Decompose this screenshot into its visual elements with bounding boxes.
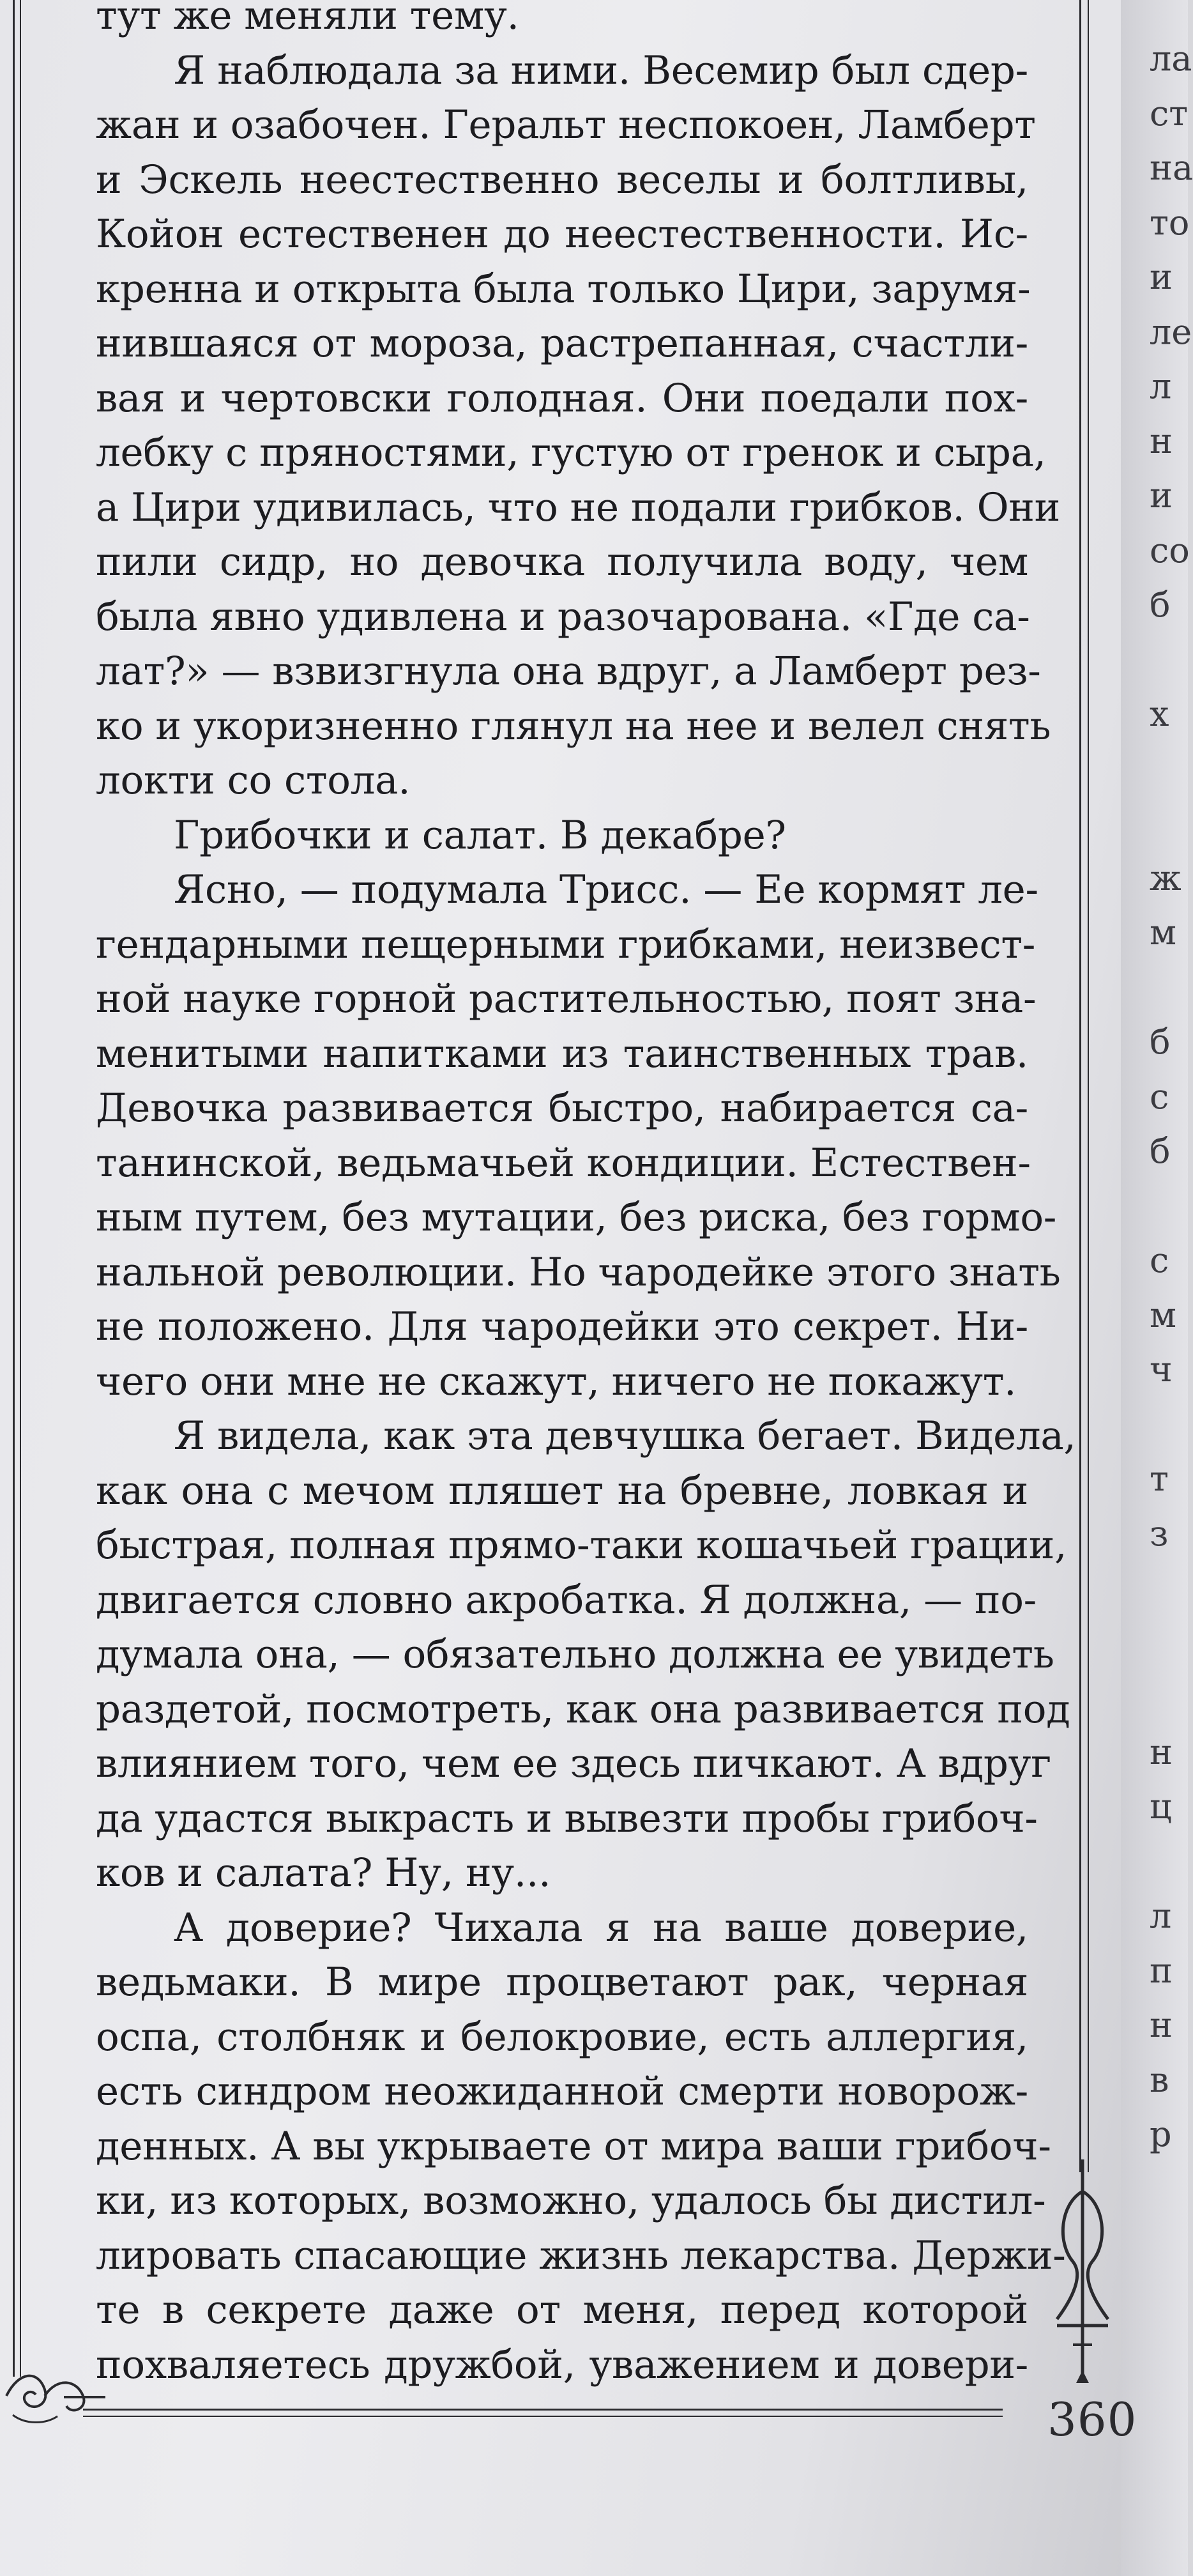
adjacent-page-letter: ла [1150, 38, 1192, 79]
text-line: лат?» — взвизгнула она вдруг, а Ламберт рез- [96, 648, 1041, 694]
adjacent-page-letter: м [1150, 912, 1177, 953]
text-line: нальной революции. Но чародейке этого знать [96, 1249, 1061, 1295]
text-line: гендарными пещерными грибками, неизвест- [96, 921, 1036, 967]
text-line: ным путем, без мутации, без риска, без гормо- [96, 1195, 1057, 1240]
page-number: 360 [1047, 2393, 1137, 2446]
adjacent-page-letter: б [1150, 1131, 1171, 1171]
text-line: ной науке горной растительностью, поят зна- [96, 976, 1037, 1022]
text-line: тут же меняли тему. [96, 0, 519, 38]
text-line: нившаяся от мороза, растрепанная, счастли- [96, 321, 1028, 366]
text-line: а Цири удивилась, что не подали грибков. Они [96, 484, 1061, 530]
text-line: Грибочки и салат. В декабре? [174, 812, 786, 858]
text-line: вая и чертовски голодная. Они поедали пох- [96, 375, 1028, 421]
text-line: ведьмаки. В мире процветают рак, черная [96, 1959, 1028, 2005]
text-line: лебку с пряностями, густую от гренок и сыра, [96, 430, 1046, 475]
adjacent-page-letter: с [1150, 1240, 1169, 1280]
frame-right-border [1079, 0, 1089, 2172]
adjacent-page-letter: ц [1150, 1786, 1172, 1827]
text-line: локти со стола. [96, 758, 411, 803]
text-line: танинской, ведьмачьей кондиции. Естествен- [96, 1140, 1031, 1186]
adjacent-page-letter: и [1150, 475, 1173, 516]
adjacent-page-letter: з [1150, 1513, 1169, 1554]
text-line: жан и озабочен. Геральт неспокоен, Ламберт [96, 102, 1036, 148]
adjacent-page-letter: и [1150, 257, 1173, 297]
text-line: двигается словно акробатка. Я должна, — по- [96, 1577, 1037, 1623]
adjacent-page-letter: ст [1150, 93, 1189, 134]
adjacent-page-letter: с [1150, 1076, 1169, 1117]
text-line: быстрая, полная прямо-таки кошачьей грации, [96, 1522, 1067, 1568]
text-line: раздетой, посмотреть, как она развивается под [96, 1686, 1070, 1732]
text-line: денных. А вы укрываете от мира ваши грибоч- [96, 2123, 1051, 2169]
text-line: кренна и открыта была только Цири, зарумя- [96, 266, 1031, 312]
adjacent-page-letter: х [1150, 694, 1169, 734]
adjacent-page-letter: н [1150, 2005, 1173, 2045]
text-line: Девочка развивается быстро, набирается са- [96, 1085, 1028, 1131]
text-line: Я видела, как эта девчушка бегает. Видела, [174, 1413, 1076, 1459]
text-line: влиянием того, чем ее здесь пичкают. А вдруг [96, 1741, 1051, 1786]
adjacent-page-letter: ле [1150, 311, 1192, 352]
text-line: пили сидр, но девочка получила воду, чем [96, 539, 1028, 585]
adjacent-page-letter: п [1150, 1950, 1173, 1991]
text-line: и Эскель неестественно веселы и болтливы, [96, 157, 1028, 203]
adjacent-page-letter: м [1150, 1294, 1177, 1335]
text-line: Я наблюдала за ними. Весемир был сдер- [174, 47, 1028, 93]
main-text-column [96, 0, 1076, 2392]
text-line: оспа, столбняк и белокровие, есть аллергия, [96, 2014, 1028, 2060]
adjacent-page-letter: б [1150, 1022, 1171, 1062]
text-line: ков и салата? Ну, ну... [96, 1850, 551, 1896]
text-line: лировать спасающие жизнь лекарства. Держи- [96, 2232, 1066, 2278]
frame-left-border [13, 0, 21, 2377]
adjacent-page-letter: то [1150, 202, 1190, 243]
adjacent-page-letter: н [1150, 420, 1173, 461]
text-line: не положено. Для чародейки это секрет. Ни- [96, 1304, 1028, 1349]
adjacent-page-letter: л [1150, 366, 1172, 406]
adjacent-page-letter: н [1150, 1731, 1173, 1772]
adjacent-page-letter: р [1150, 2114, 1172, 2154]
frame-bottom-border [83, 2409, 1003, 2417]
text-line: думала она, — обязательно должна ее увидеть [96, 1632, 1054, 1677]
adjacent-page-letter: со [1150, 530, 1190, 571]
text-line: те в секрете даже от меня, перед которой [96, 2287, 1028, 2333]
text-line: чего они мне не скажут, ничего не покажут. [96, 1358, 1017, 1404]
text-line: ко и укоризненно глянул на нее и велел снять [96, 703, 1051, 749]
adjacent-page-letter: в [1150, 2059, 1169, 2100]
text-line: А доверие? Чихала я на ваше доверие, [174, 1905, 1028, 1951]
text-line: как она с мечом пляшет на бревне, ловкая и [96, 1468, 1028, 1514]
text-line: ки, из которых, возможно, удалось бы дистил- [96, 2178, 1046, 2223]
text-line: да удастся выкрасть и вывезти пробы грибоч- [96, 1795, 1038, 1841]
text-line: была явно удивлена и разочарована. «Где са- [96, 594, 1030, 640]
corner-ornament-icon [0, 2358, 109, 2434]
adjacent-page-letter: на [1150, 148, 1193, 188]
adjacent-page-letter: л [1150, 1896, 1172, 1936]
adjacent-page-letter: ч [1150, 1349, 1173, 1390]
text-line: есть синдром неожиданной смерти новорож- [96, 2069, 1028, 2114]
text-line: Ясно, — подумала Трисс. — Ее кормят ле- [174, 867, 1038, 912]
text-line: Койон естественен до неестественности. Ис- [96, 211, 1028, 257]
text-line: похваляетесь дружбой, уважением и довери- [96, 2342, 1028, 2388]
text-line: менитыми напитками из таинственных трав. [96, 1031, 1028, 1077]
adjacent-page-letter: б [1150, 585, 1171, 625]
adjacent-page-letter: ж [1150, 857, 1182, 898]
adjacent-page-letter: т [1150, 1459, 1169, 1499]
